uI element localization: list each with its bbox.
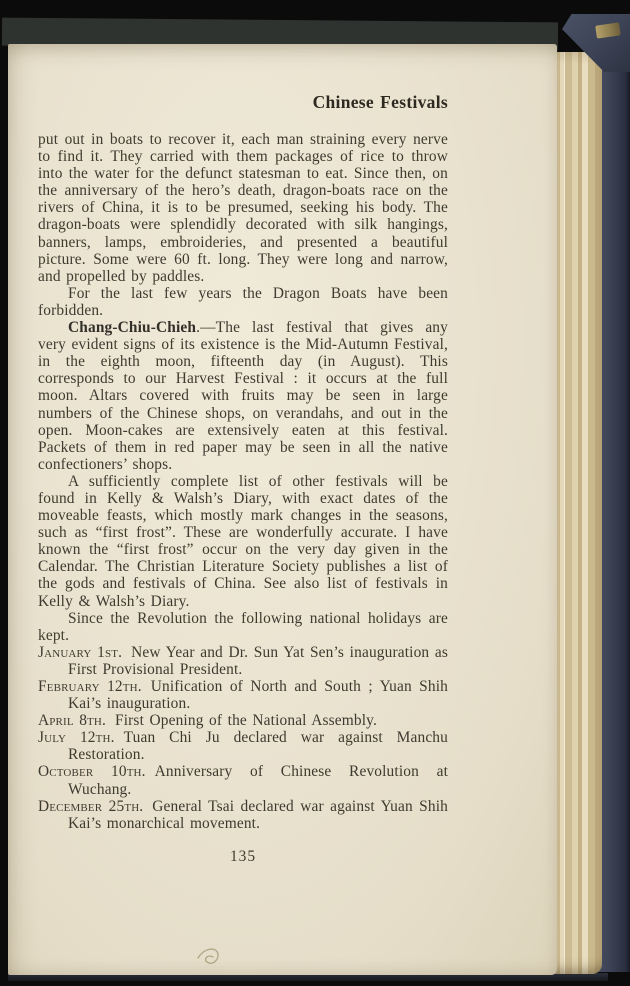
paragraph-national-holidays-intro: Since the Revolution the following national holidays are kept. (38, 609, 448, 644)
paragraph-dragon-boats: put out in boats to recover it, each man straining every nerve to find it. They carried with them packages of rice to throw into the water for the defunct statesman to eat. Since then, on the anniversary of the hero’s death, dragon-boats race on the rivers of China, it is to be presumed, seeking his body. The dragon-boats were splendidly decorated with silk hangings, banners, lamps, embroideries, and presented a beautiful picture. Some were 60 ft. long. They were long and narrow, and propelled by paddles. (38, 131, 448, 285)
holiday-date: December 25th. (38, 797, 144, 815)
holiday-item-april (38, 712, 448, 729)
paragraph-text: .—The last festival that gives any very evident signs of its existence is the Mid-Autumn Festival, in the eighth moon, fifteenth day (in August). This corresponds to our Harvest Festival : it occurs at the full moon. Altars covered with fruits may be seen in large numbers of the Chinese shops, on verandahs, and out in the open. Moon-cakes are extensively eaten at this festival. Packets of them in red paper may be seen in all the native confectioners’ shops. (38, 319, 448, 473)
festival-name: Chang-Chiu-Chieh (68, 319, 197, 337)
holiday-item-february (38, 678, 448, 712)
holiday-date: February 12th. (38, 678, 142, 695)
pencil-mark (196, 946, 228, 970)
running-head: Chinese Festivals (312, 92, 448, 112)
holiday-date: July 12th. (38, 729, 115, 747)
holiday-list (38, 644, 448, 832)
page-number: 135 (229, 847, 257, 865)
paragraph-forbidden: For the last few years the Dragon Boats have been forbidden. (38, 284, 448, 319)
holiday-item-july (38, 729, 448, 763)
holiday-description: First Opening of the National Assembly. (115, 712, 378, 730)
paragraph-festival-list-sources: A sufficiently complete list of other festivals will be found in Kelly & Walsh’s Diary, with exact dates of the moveable feasts, which mostly mark changes in the seasons, such as “first frost”. These are wonderfully accurate. I have known the “first frost” occur on the very day given in the Calendar. The Christian Literature Society publishes a list of the gods and festivals of China. See also list of festivals in Kelly & Walsh’s Diary. (38, 472, 448, 610)
book-page (8, 44, 557, 975)
holiday-description: Tuan Chi Ju declared war against Manchu Restoration. (68, 729, 449, 764)
holiday-description: General Tsai declared war against Yuan Shih Kai’s monarchical movement. (68, 797, 448, 832)
holiday-item-december (38, 798, 448, 832)
holiday-item-october (38, 763, 448, 797)
holiday-description: New Year and Dr. Sun Yat Sen’s inauguration as First Provisional President. (68, 643, 449, 678)
holiday-date: April 8th. (38, 712, 107, 730)
holiday-description: Unification of North and South ; Yuan Shih Kai’s inauguration. (68, 678, 448, 713)
holiday-date: October 10th. (38, 763, 146, 781)
holiday-description: Anniversary of Chinese Revolution at Wuchang. (68, 763, 448, 798)
holiday-item-january (38, 644, 448, 678)
text-block (8, 44, 448, 865)
holiday-date: January 1st. (38, 643, 123, 661)
paragraph-chang-chiu-chieh (38, 319, 448, 473)
